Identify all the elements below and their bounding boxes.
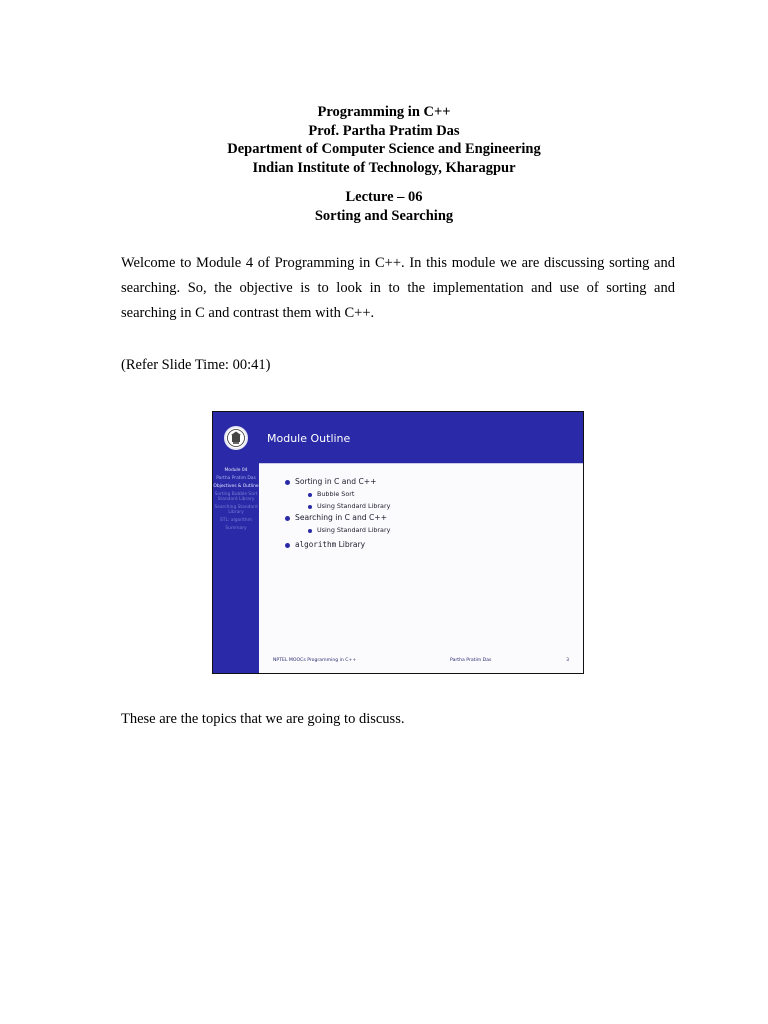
slide-footer	[259, 656, 583, 666]
sidebar-stl: STL: algorithm	[220, 518, 252, 523]
list-item-bubble-sort: Bubble Sort	[285, 488, 390, 500]
list-item-searching: Searching in C and C++	[285, 512, 390, 524]
list-item-sort-std-lib: Using Standard Library	[285, 500, 390, 512]
algorithm-code-text: algorithm	[295, 540, 337, 549]
footer-page-number: 3	[566, 658, 569, 663]
sidebar-author: Partha Pratim Das	[216, 476, 256, 481]
lecture-heading	[0, 188, 768, 225]
professor-name: Prof. Partha Pratim Das	[308, 122, 460, 139]
slide-title: Module Outline	[267, 432, 351, 445]
slide-title-divider	[259, 463, 583, 464]
list-item-algorithm-library	[285, 539, 390, 551]
slide-outline-list	[285, 476, 390, 551]
list-item-sorting: Sorting in C and C++	[285, 476, 390, 488]
footer-author: Partha Pratim Das	[450, 658, 492, 663]
lecture-number: Lecture – 06	[345, 189, 423, 205]
slide-image	[212, 411, 584, 674]
sidebar-searching: Searching Standard Library	[214, 505, 258, 515]
list-item-search-std-lib: Using Standard Library	[285, 524, 390, 536]
slide-canvas	[213, 412, 583, 673]
algorithm-library-text: Library	[336, 540, 366, 549]
department-name: Department of Computer Science and Engineering	[227, 141, 541, 157]
footer-course: NPTEL MOOCs Programming in C++	[273, 658, 357, 663]
sidebar-objectives: Objectives & Outline	[213, 484, 259, 489]
sidebar-module: Module 04	[224, 468, 248, 473]
intro-paragraph: Welcome to Module 4 of Programming in C++. In this module we are discussing sorting and searching. So, the objective is to look in to the implementation and use of sorting and searching in C and contrast them with C++.	[121, 255, 675, 321]
closing-sentence: These are the topics that we are going to discuss.	[121, 711, 405, 727]
slide-sidebar-nav	[213, 468, 259, 534]
institute-name: Indian Institute of Technology, Kharagpur	[252, 159, 516, 176]
refer-slide-time: (Refer Slide Time: 00:41)	[121, 357, 271, 373]
iit-kharagpur-logo-icon	[224, 426, 248, 450]
course-title: Programming in C++	[317, 104, 451, 120]
sidebar-summary: Summary	[225, 526, 247, 531]
sidebar-sorting: Sorting Bubble Sort Standard Library	[214, 492, 258, 502]
document-header	[0, 103, 768, 177]
lecture-topic: Sorting and Searching	[314, 207, 454, 224]
